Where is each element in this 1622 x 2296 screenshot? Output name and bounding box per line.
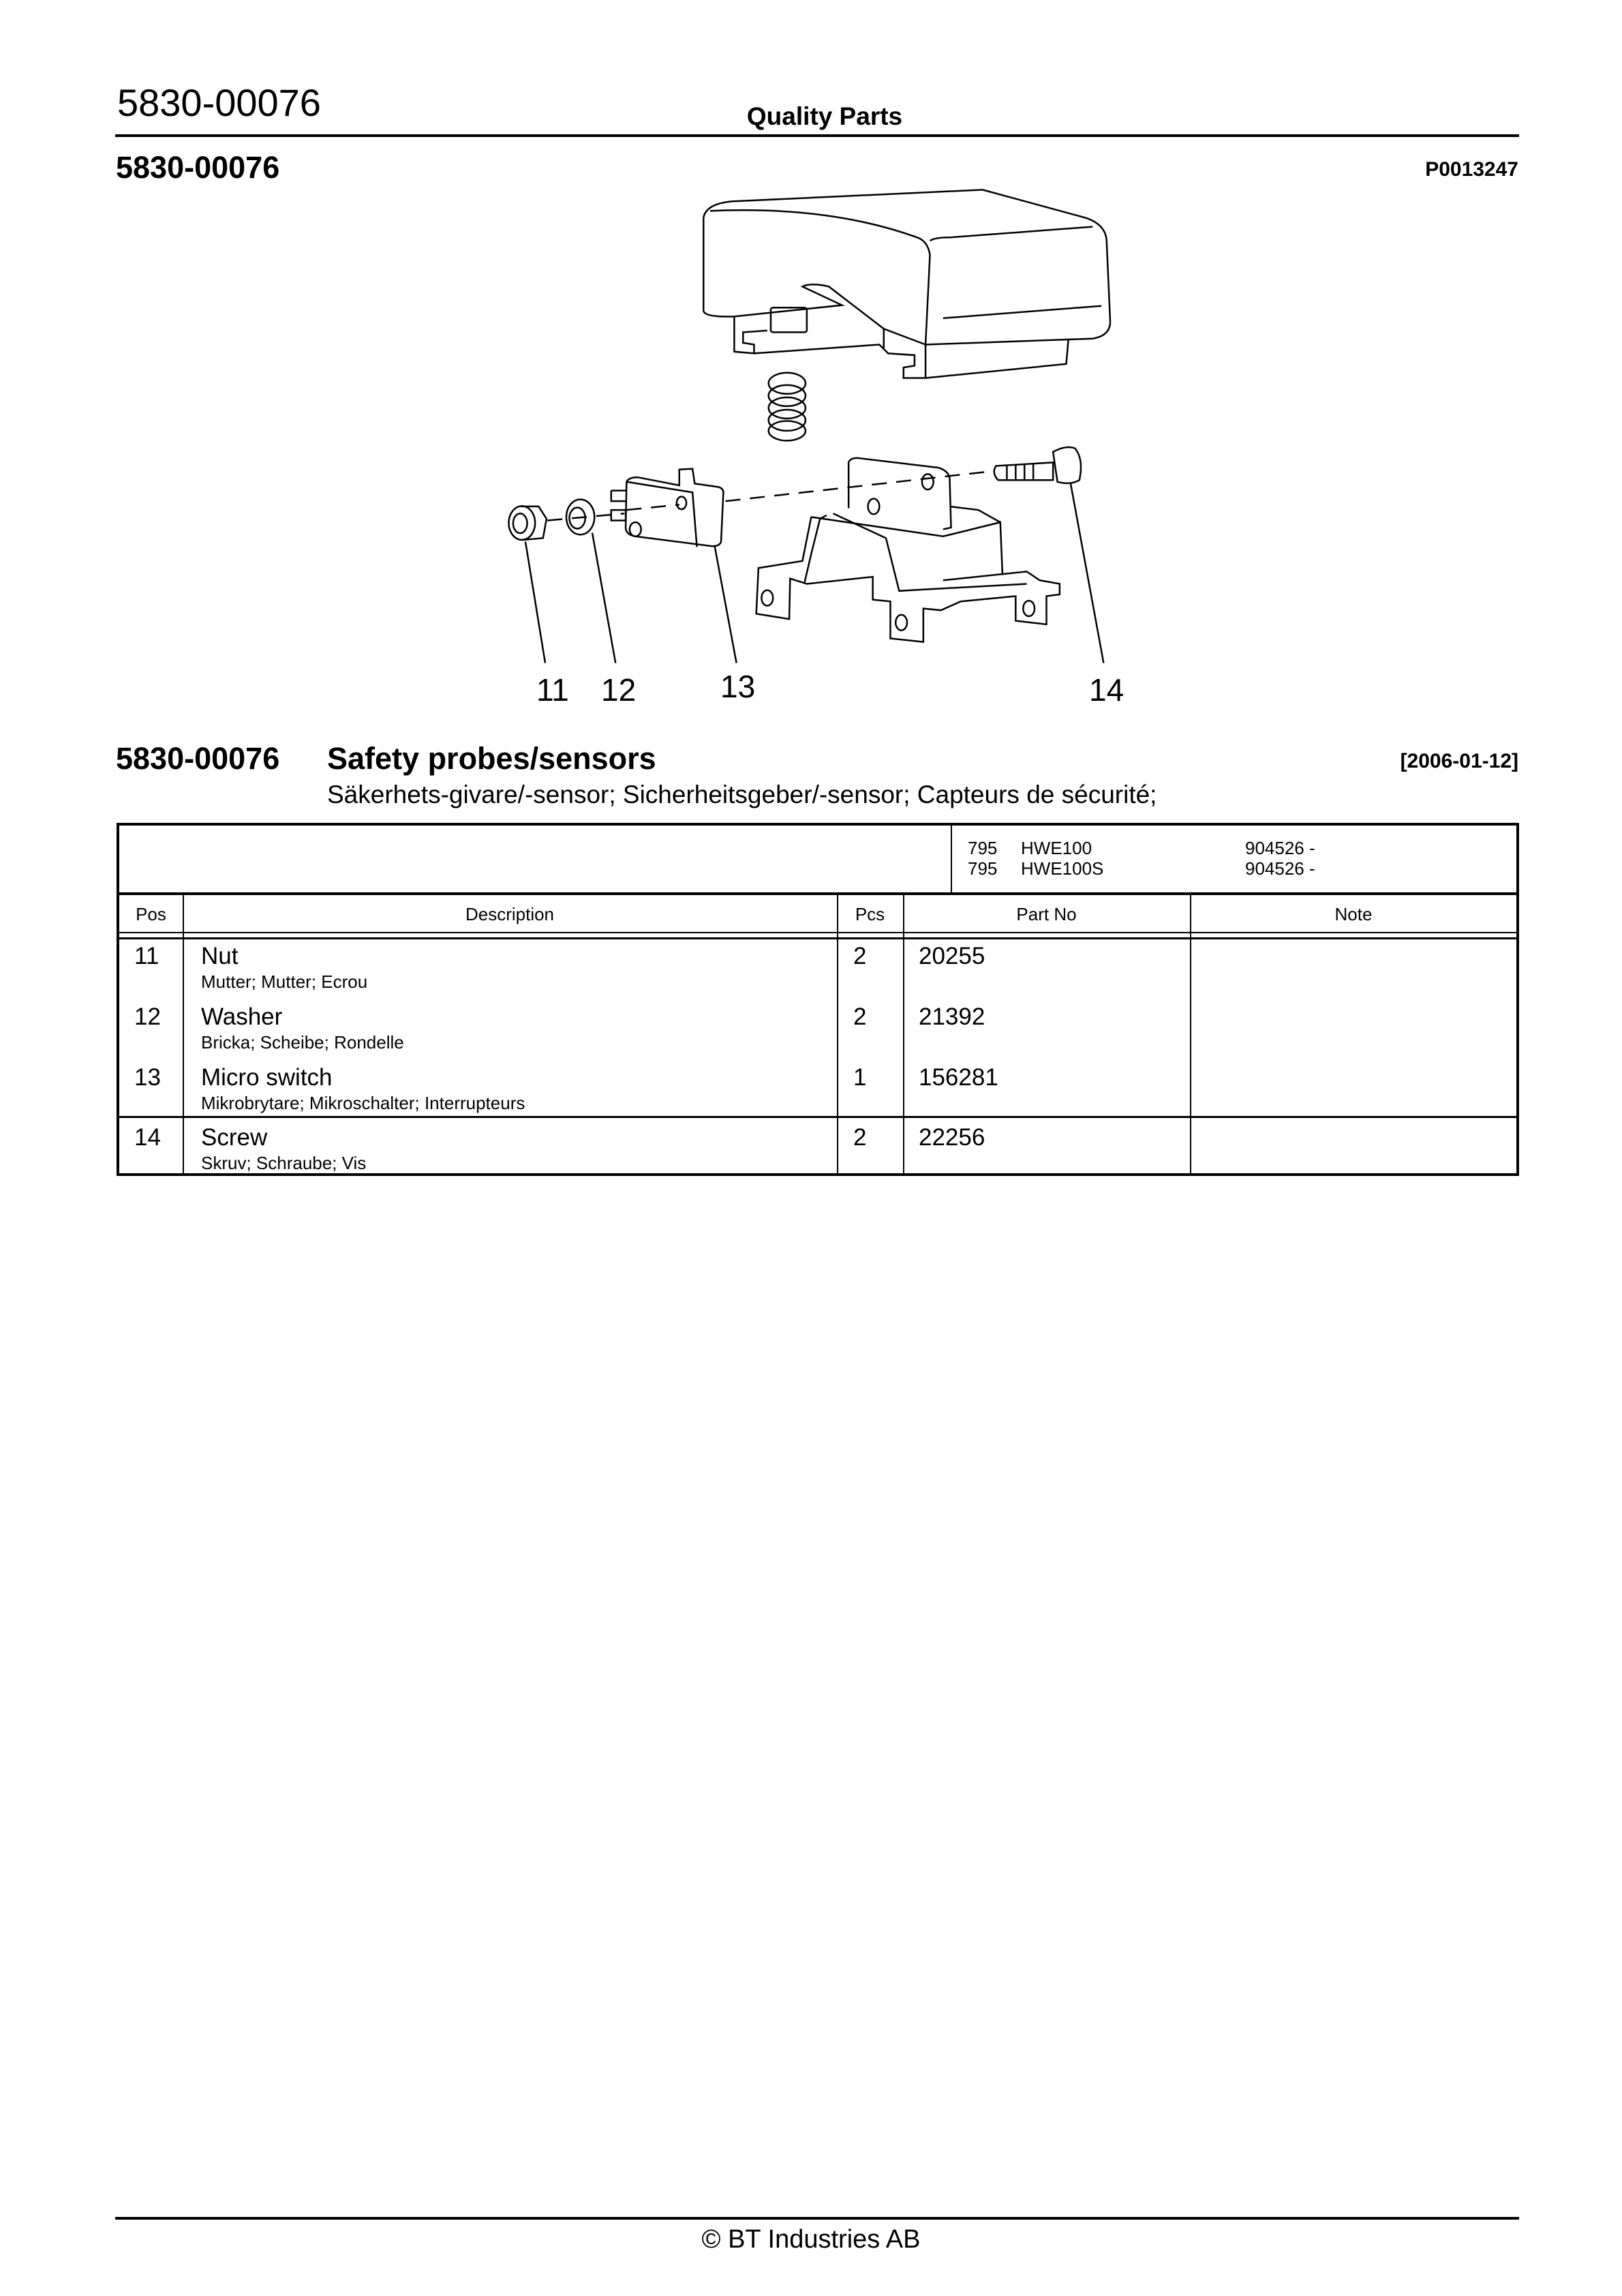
copyright: © BT Industries AB bbox=[701, 2225, 921, 2254]
row-pos: 12 bbox=[134, 1003, 161, 1030]
screw bbox=[994, 447, 1081, 483]
model-name: HWE100S bbox=[1021, 858, 1104, 879]
row-translations: Mikrobrytare; Mikroschalter; Interrupteurs bbox=[201, 1093, 525, 1113]
model-name: HWE100 bbox=[1021, 838, 1092, 858]
header-description: Description bbox=[465, 904, 555, 924]
model-code: 795 bbox=[968, 838, 998, 858]
row-pcs: 2 bbox=[853, 1003, 867, 1030]
nut bbox=[508, 506, 546, 540]
row-pos: 14 bbox=[134, 1124, 161, 1151]
document-number: 5830-00076 bbox=[117, 81, 321, 124]
row-name: Screw bbox=[201, 1124, 268, 1151]
leader-line-14 bbox=[1071, 483, 1103, 663]
row-pos: 11 bbox=[134, 943, 159, 969]
row-pos: 13 bbox=[134, 1064, 161, 1091]
page-category: Quality Parts bbox=[746, 102, 903, 130]
sensor-cover bbox=[703, 190, 1110, 378]
callout-14: 14 bbox=[1089, 672, 1124, 708]
row-translations: Bricka; Scheibe; Rondelle bbox=[201, 1032, 404, 1053]
spring bbox=[769, 373, 806, 441]
micro-switch bbox=[611, 469, 724, 547]
row-translations: Mutter; Mutter; Ecrou bbox=[201, 971, 368, 992]
row-name: Nut bbox=[201, 943, 239, 969]
row-part-no: 21392 bbox=[919, 1003, 985, 1030]
row-part-no: 156281 bbox=[919, 1064, 998, 1091]
section-number: 5830-00076 bbox=[116, 150, 280, 185]
assembly-number: 5830-00076 bbox=[116, 741, 280, 776]
header-part-no: Part No bbox=[1016, 904, 1077, 924]
model-serial: 904526 - bbox=[1245, 838, 1315, 858]
row-part-no: 20255 bbox=[919, 943, 985, 969]
model-code: 795 bbox=[968, 858, 998, 879]
group-divider bbox=[119, 1116, 1516, 1118]
row-name: Micro switch bbox=[201, 1064, 333, 1091]
revision-date: [2006-01-12] bbox=[1400, 750, 1518, 772]
model-box-divider bbox=[119, 892, 1516, 895]
model-divider bbox=[951, 826, 952, 892]
exploded-parts-drawing bbox=[477, 170, 1159, 716]
assembly-translations: Säkerhets-givare/-sensor; Sicherheitsgeber/-sensor; Capteurs de sécurité; bbox=[327, 781, 1157, 809]
callout-11: 11 bbox=[536, 672, 569, 708]
parts-illustration bbox=[477, 170, 1159, 716]
leader-line-12 bbox=[592, 533, 615, 663]
header-pcs: Pcs bbox=[855, 904, 885, 924]
header-note: Note bbox=[1334, 904, 1373, 924]
footer-divider bbox=[115, 2217, 1519, 2220]
leader-line-13 bbox=[714, 545, 736, 663]
row-pcs: 1 bbox=[853, 1064, 867, 1091]
callout-12: 12 bbox=[601, 672, 637, 708]
leader-line-11 bbox=[525, 542, 545, 663]
row-part-no: 22256 bbox=[919, 1124, 985, 1151]
picture-id: P0013247 bbox=[1425, 158, 1518, 181]
row-pcs: 2 bbox=[853, 943, 867, 969]
row-pcs: 2 bbox=[853, 1124, 867, 1151]
row-name: Washer bbox=[201, 1003, 283, 1030]
callout-13: 13 bbox=[720, 669, 756, 704]
mounting-bracket bbox=[756, 458, 1060, 642]
parts-table bbox=[117, 823, 1519, 1176]
header-pos: Pos bbox=[136, 904, 166, 924]
header-divider bbox=[115, 134, 1519, 137]
assembly-title: Safety probes/sensors bbox=[327, 741, 656, 776]
model-serial: 904526 - bbox=[1245, 858, 1315, 879]
row-translations: Skruv; Schraube; Vis bbox=[201, 1153, 367, 1173]
